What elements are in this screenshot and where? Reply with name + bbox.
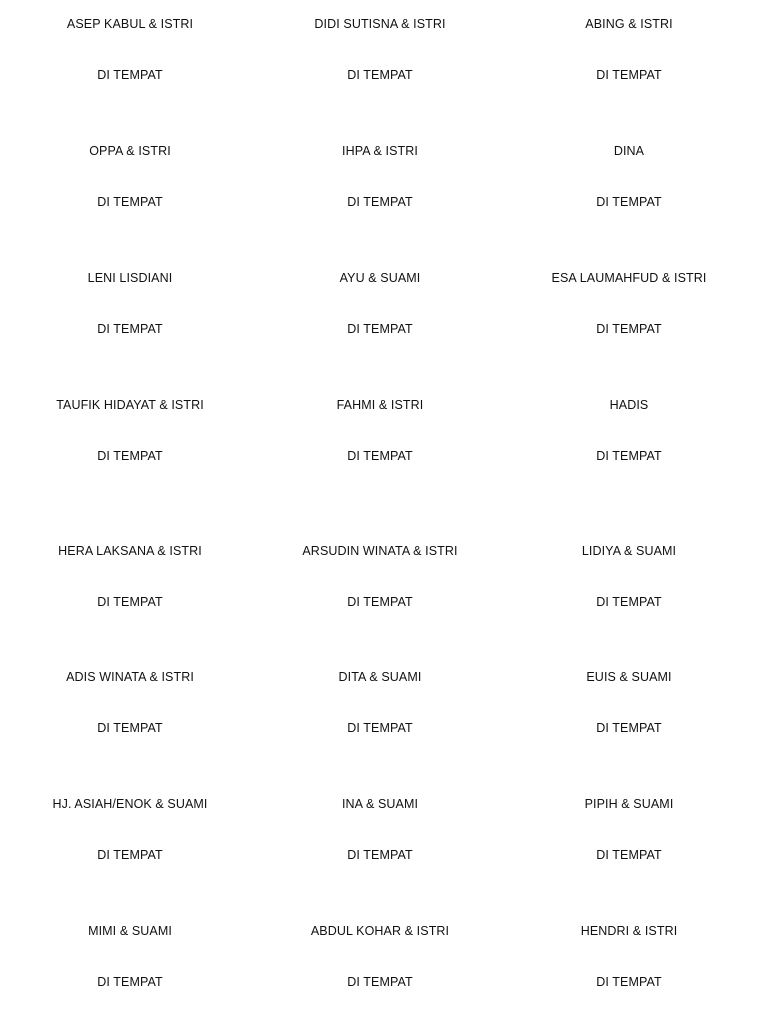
address-label xyxy=(509,543,749,613)
recipient-place: DI TEMPAT xyxy=(347,68,413,82)
recipient-name: ASEP KABUL & ISTRI xyxy=(66,17,194,31)
recipient-name: DINA xyxy=(613,144,645,158)
recipient-place: DI TEMPAT xyxy=(347,195,413,209)
address-label xyxy=(260,16,500,86)
address-label xyxy=(260,796,500,866)
recipient-name: HADIS xyxy=(609,398,649,412)
recipient-place: DI TEMPAT xyxy=(596,68,662,82)
recipient-place: DI TEMPAT xyxy=(347,975,413,989)
recipient-place: DI TEMPAT xyxy=(596,449,662,463)
address-label xyxy=(509,397,749,467)
recipient-place: DI TEMPAT xyxy=(97,322,163,336)
recipient-place: DI TEMPAT xyxy=(596,195,662,209)
recipient-name: ARSUDIN WINATA & ISTRI xyxy=(302,544,458,558)
recipient-name: LENI LISDIANI xyxy=(87,271,173,285)
recipient-name: HENDRI & ISTRI xyxy=(580,924,678,938)
address-label xyxy=(509,796,749,866)
recipient-place: DI TEMPAT xyxy=(97,68,163,82)
address-label xyxy=(10,270,250,340)
recipient-name: PIPIH & SUAMI xyxy=(584,797,674,811)
address-label xyxy=(260,923,500,993)
recipient-place: DI TEMPAT xyxy=(97,848,163,862)
recipient-name: IHPA & ISTRI xyxy=(342,144,418,158)
address-label xyxy=(509,270,749,340)
recipient-place: DI TEMPAT xyxy=(97,595,163,609)
address-label xyxy=(10,397,250,467)
address-label xyxy=(10,16,250,86)
recipient-place: DI TEMPAT xyxy=(347,721,413,735)
recipient-place: DI TEMPAT xyxy=(596,595,662,609)
address-label xyxy=(10,143,250,213)
address-label xyxy=(260,669,500,739)
address-label xyxy=(260,143,500,213)
recipient-name: TAUFIK HIDAYAT & ISTRI xyxy=(56,398,204,412)
recipient-name: ADIS WINATA & ISTRI xyxy=(66,670,194,684)
recipient-name: OPPA & ISTRI xyxy=(89,144,171,158)
recipient-place: DI TEMPAT xyxy=(97,449,163,463)
recipient-name: DITA & SUAMI xyxy=(338,670,422,684)
recipient-place: DI TEMPAT xyxy=(596,848,662,862)
recipient-place: DI TEMPAT xyxy=(347,449,413,463)
address-label xyxy=(509,923,749,993)
recipient-name: EUIS & SUAMI xyxy=(586,670,672,684)
address-label xyxy=(509,16,749,86)
recipient-name: LIDIYA & SUAMI xyxy=(581,544,677,558)
recipient-place: DI TEMPAT xyxy=(596,322,662,336)
address-label xyxy=(509,143,749,213)
address-label xyxy=(10,543,250,613)
recipient-place: DI TEMPAT xyxy=(596,975,662,989)
recipient-name: DIDI SUTISNA & ISTRI xyxy=(314,17,446,31)
recipient-name: FAHMI & ISTRI xyxy=(336,398,424,412)
address-label xyxy=(509,669,749,739)
recipient-place: DI TEMPAT xyxy=(347,322,413,336)
recipient-name: ABING & ISTRI xyxy=(585,17,673,31)
recipient-name: HJ. ASIAH/ENOK & SUAMI xyxy=(52,797,208,811)
recipient-place: DI TEMPAT xyxy=(347,595,413,609)
recipient-place: DI TEMPAT xyxy=(97,721,163,735)
recipient-name: HERA LAKSANA & ISTRI xyxy=(58,544,202,558)
recipient-name: AYU & SUAMI xyxy=(339,271,421,285)
recipient-place: DI TEMPAT xyxy=(596,721,662,735)
recipient-name: ABDUL KOHAR & ISTRI xyxy=(310,924,450,938)
address-label xyxy=(260,397,500,467)
address-label xyxy=(10,669,250,739)
recipient-name: MIMI & SUAMI xyxy=(88,924,172,938)
recipient-place: DI TEMPAT xyxy=(347,848,413,862)
recipient-place: DI TEMPAT xyxy=(97,195,163,209)
address-label xyxy=(10,796,250,866)
recipient-name: ESA LAUMAHFUD & ISTRI xyxy=(551,271,707,285)
address-label xyxy=(260,543,500,613)
address-label xyxy=(10,923,250,993)
recipient-place: DI TEMPAT xyxy=(97,975,163,989)
address-label xyxy=(260,270,500,340)
recipient-name: INA & SUAMI xyxy=(341,797,419,811)
